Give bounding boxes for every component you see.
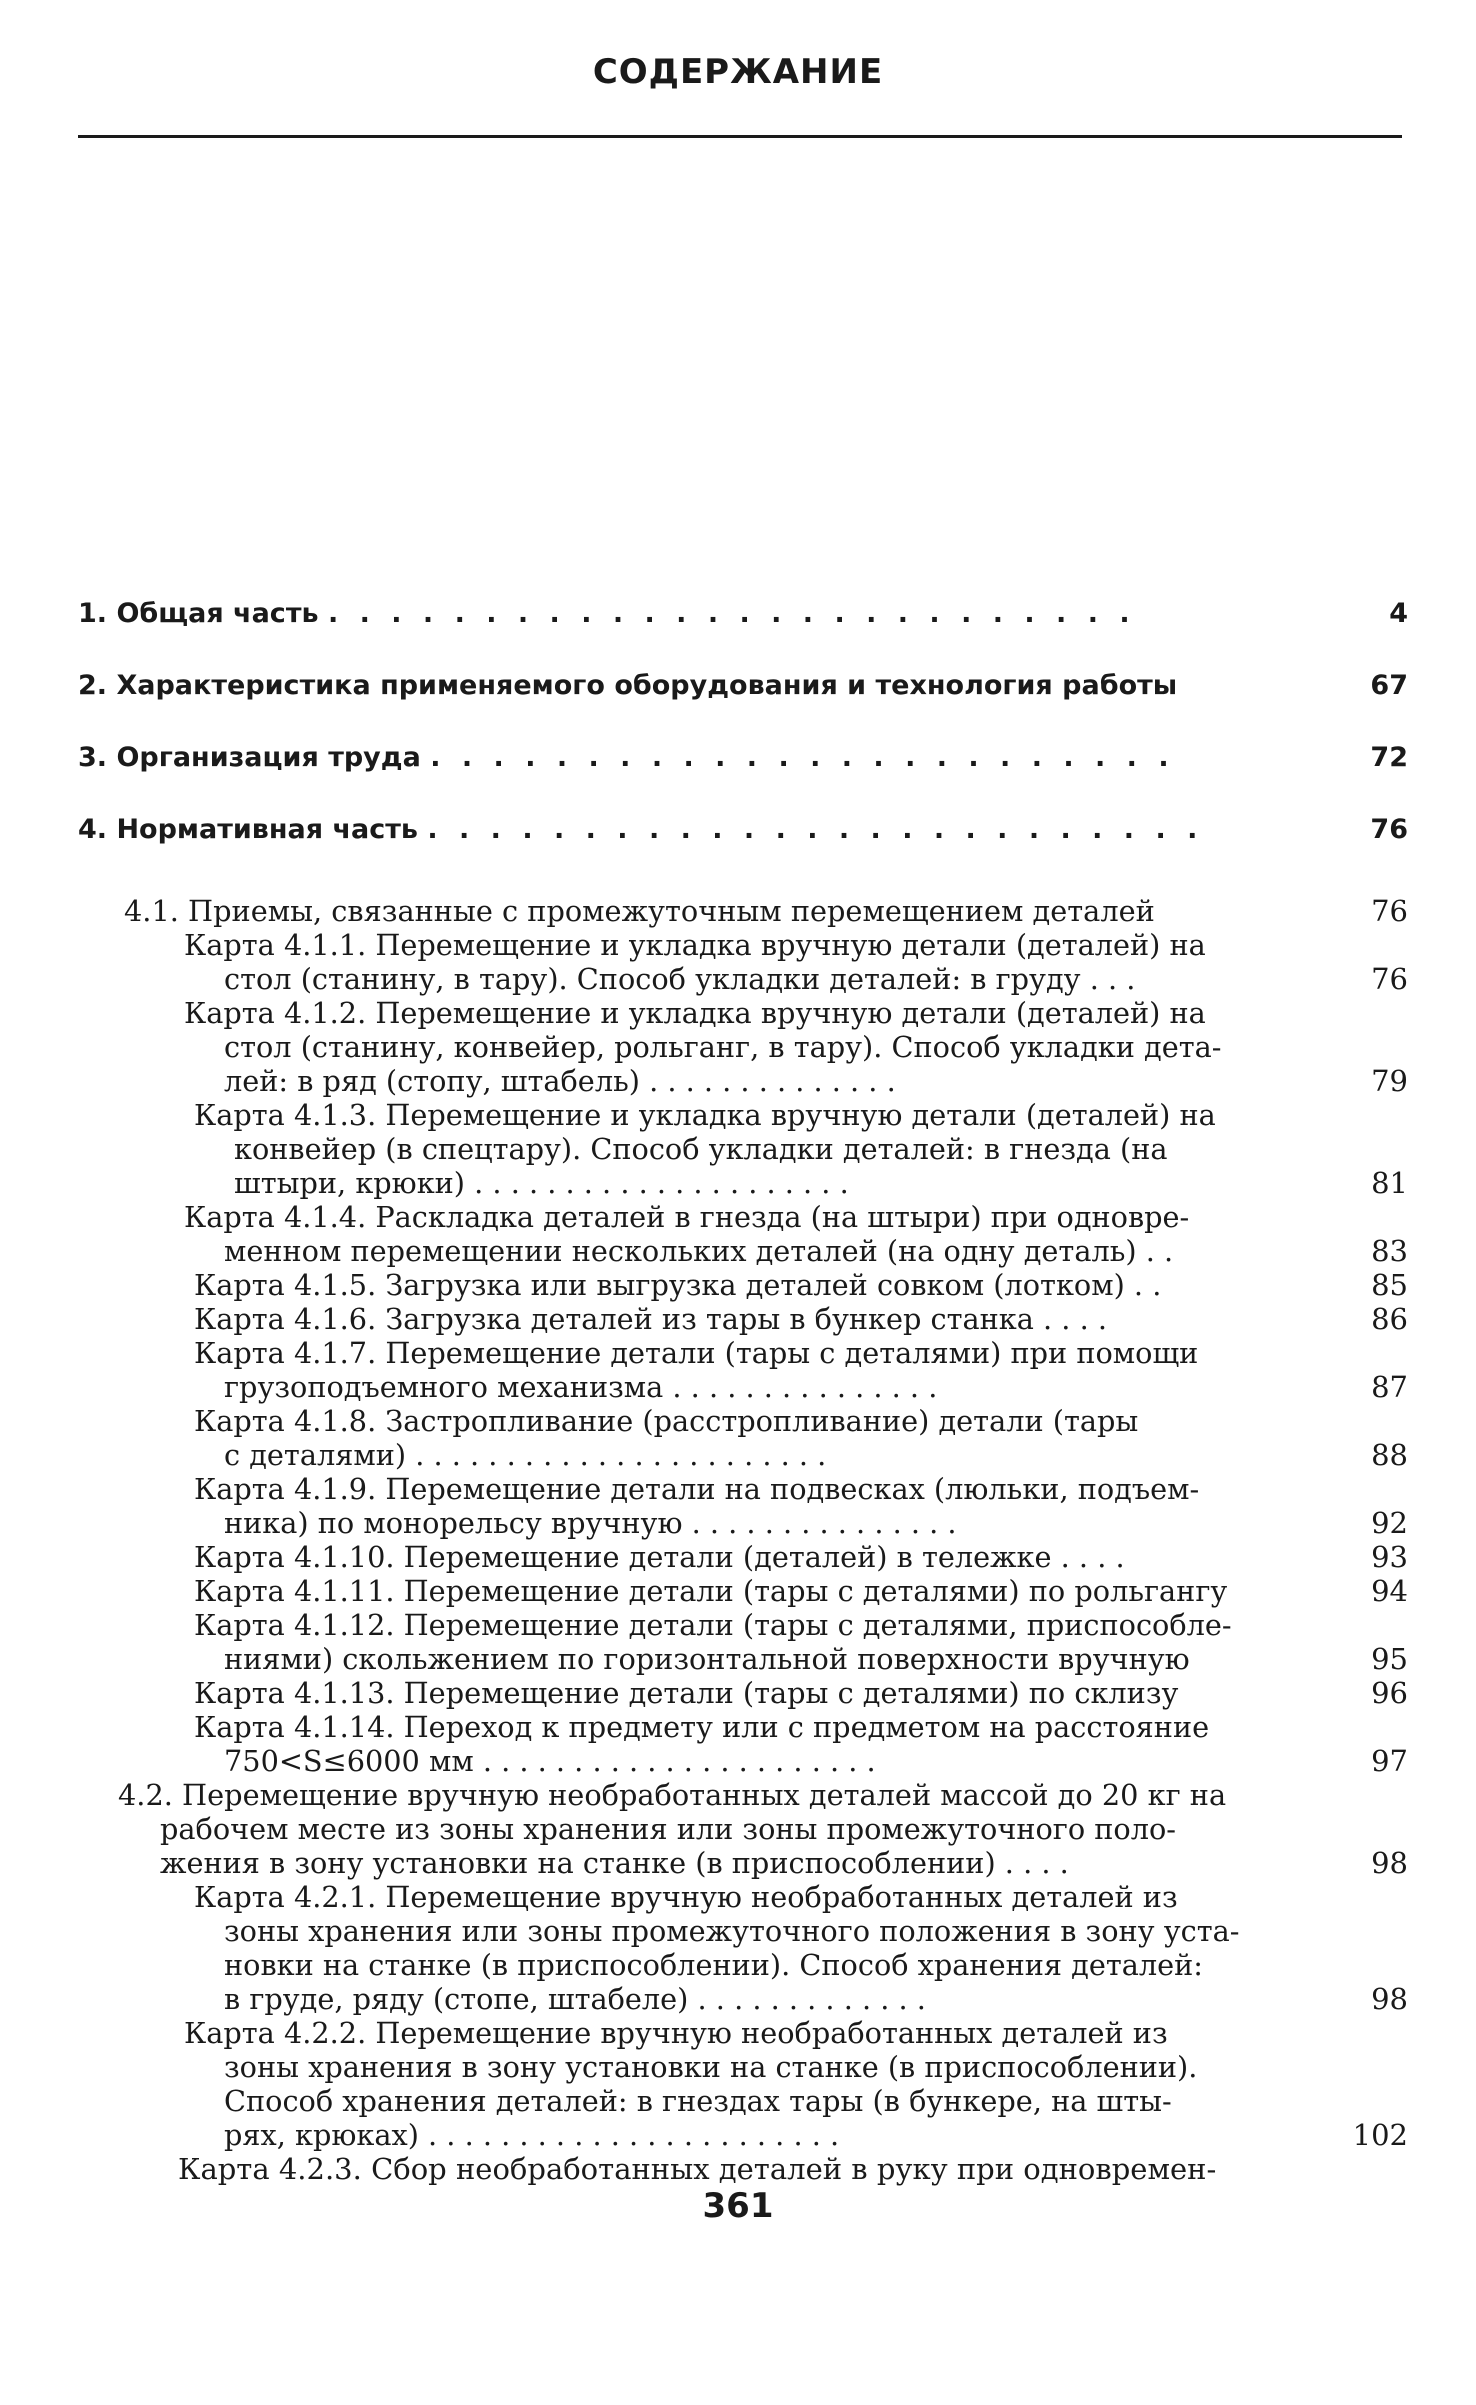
title-rule [78,135,1402,138]
toc-leader: . . . . . . . . . . . . . . . . . . . . . . . . . . [327,598,1136,629]
toc-card-4-1-7: Карта 4.1.7. Перемещение детали (тары с деталями) при помощи грузоподъемного механизма . . . . . . . . . . . . . . . 87 [194,1336,1408,1404]
toc-page-number: 93 [1371,1540,1408,1574]
toc-card-4-1-9: Карта 4.1.9. Перемещение детали на подвесках (люльки, подъем- ника) по монорельсу вручную . . . . . . . . . . . . . . . 92 [194,1472,1408,1540]
toc-entry-3 [78,740,1408,776]
toc-entry-label: 3. Организация труда [78,742,421,773]
toc-page-number: 85 [1371,1268,1408,1302]
toc-card-4-1-13: Карта 4.1.13. Перемещение детали (тары с деталями) по склизу 96 [194,1676,1408,1710]
toc-entry-label: 4. Нормативная часть [78,814,418,845]
toc-card-4-1-3: Карта 4.1.3. Перемещение и укладка вручную детали (деталей) на конвейер (в спецтару). Способ укладки деталей: в гнезда (на штыри, крюки) . . . . . . . . . . . . . . . . . . . . . 81 [194,1098,1408,1200]
toc-page-number: 92 [1371,1506,1408,1540]
toc-subsection-4-2: 4.2. Перемещение вручную необработанных деталей массой до 20 кг на рабочем месте из зоны хранения или зоны промежуточного поло- жения в зону установки на станке (в приспособлении) . . . . 98 [118,1778,1408,1880]
toc-page-number: 76 [1371,894,1408,928]
toc-page-number: 95 [1371,1642,1408,1676]
toc-page-number: 94 [1371,1574,1408,1608]
toc-card-4-1-4: Карта 4.1.4. Раскладка деталей в гнезда (на штыри) при одновре- менном перемещении нескольких деталей (на одну деталь) . . 83 [184,1200,1408,1268]
toc-card-4-1-10: Карта 4.1.10. Перемещение детали (деталей) в тележке . . . . 93 [194,1540,1408,1574]
toc-card-4-2-1: Карта 4.2.1. Перемещение вручную необработанных деталей из зоны хранения или зоны промежуточного положения в зону уста- новки на станке (в приспособлении). Способ хранения деталей: в груде, ряду (стопе, штабеле) . . . . . . . . . . . . . 98 [194,1880,1408,2016]
page-title: СОДЕРЖАНИЕ [592,52,884,92]
toc-card-4-1-6: Карта 4.1.6. Загрузка деталей из тары в бункер станка . . . . 86 [194,1302,1408,1336]
toc-page-number: 79 [1371,1064,1408,1098]
toc-card-4-1-1: Карта 4.1.1. Перемещение и укладка вручную детали (деталей) на стол (станину, в тару). Способ укладки деталей: в груду . . . 76 [184,928,1408,996]
toc-page-number: 67 [1370,670,1408,701]
toc-page-number: 102 [1352,2118,1408,2152]
toc-page-number: 4 [1389,598,1408,629]
toc-entry-1 [78,596,1408,632]
toc-leader: . . . . . . . . . . . . . . . . . . . . . . . . . [427,814,1204,845]
toc-card-4-2-2: Карта 4.2.2. Перемещение вручную необработанных деталей из зоны хранения в зону установки на станке (в приспособлении). Способ хранения деталей: в гнездах тары (в бункере, на шты- рях, крюках) . . . . . . . . . . . . . . . . . . . . . . . 102 [184,2016,1408,2152]
toc-page-number: 83 [1371,1234,1408,1268]
toc-subsection-4-1: 4.1. Приемы, связанные с промежуточным перемещением деталей 76 [124,894,1408,928]
toc-card-4-1-2: Карта 4.1.2. Перемещение и укладка вручную детали (деталей) на стол (станину, конвейер, рольганг, в тару). Способ укладки дета- лей: в ряд (стопу, штабель) . . . . . . . . . . . . . . 79 [184,996,1408,1098]
toc-card-4-1-11: Карта 4.1.11. Перемещение детали (тары с деталями) по рольгангу 94 [194,1574,1408,1608]
toc-page-number: 86 [1371,1302,1408,1336]
toc-card-4-2-3: Карта 4.2.3. Сбор необработанных деталей в руку при одновремен- [178,2152,1217,2186]
toc-card-4-1-8: Карта 4.1.8. Застропливание (расстропливание) детали (тары с деталями) . . . . . . . . . . . . . . . . . . . . . . . 88 [194,1404,1408,1472]
toc-entry-2 [78,668,1408,704]
toc-card-4-1-5: Карта 4.1.5. Загрузка или выгрузка деталей совком (лотком) . . 85 [194,1268,1408,1302]
toc-page-number: 97 [1371,1744,1408,1778]
toc-page-number: 87 [1371,1370,1408,1404]
toc-leader: . . . . . . . . . . . . . . . . . . . . . . . . [430,742,1175,773]
page-number: 361 [702,2186,774,2226]
toc-entry-label: 1. Общая часть [78,598,319,629]
toc-card-4-1-14: Карта 4.1.14. Переход к предмету или с предметом на расстояние 750<S≤6000 мм . . . . . . . . . . . . . . . . . . . . . . 97 [194,1710,1408,1778]
toc-page-number: 72 [1370,742,1408,773]
toc-page-number: 98 [1371,1846,1408,1880]
toc-entry-4 [78,812,1408,848]
toc-page-number: 81 [1371,1166,1408,1200]
toc-page-number: 76 [1371,962,1408,996]
toc-page-number: 98 [1371,1982,1408,2016]
toc-card-4-1-12: Карта 4.1.12. Перемещение детали (тары с деталями, приспособле- ниями) скольжением по горизонтальной поверхности вручную 95 [194,1608,1408,1676]
toc-entry-label: 2. Характеристика применяемого оборудования и технология работы [78,670,1178,701]
toc-page-number: 96 [1371,1676,1408,1710]
toc-page-number: 76 [1370,814,1408,845]
toc-page-number: 88 [1371,1438,1408,1472]
